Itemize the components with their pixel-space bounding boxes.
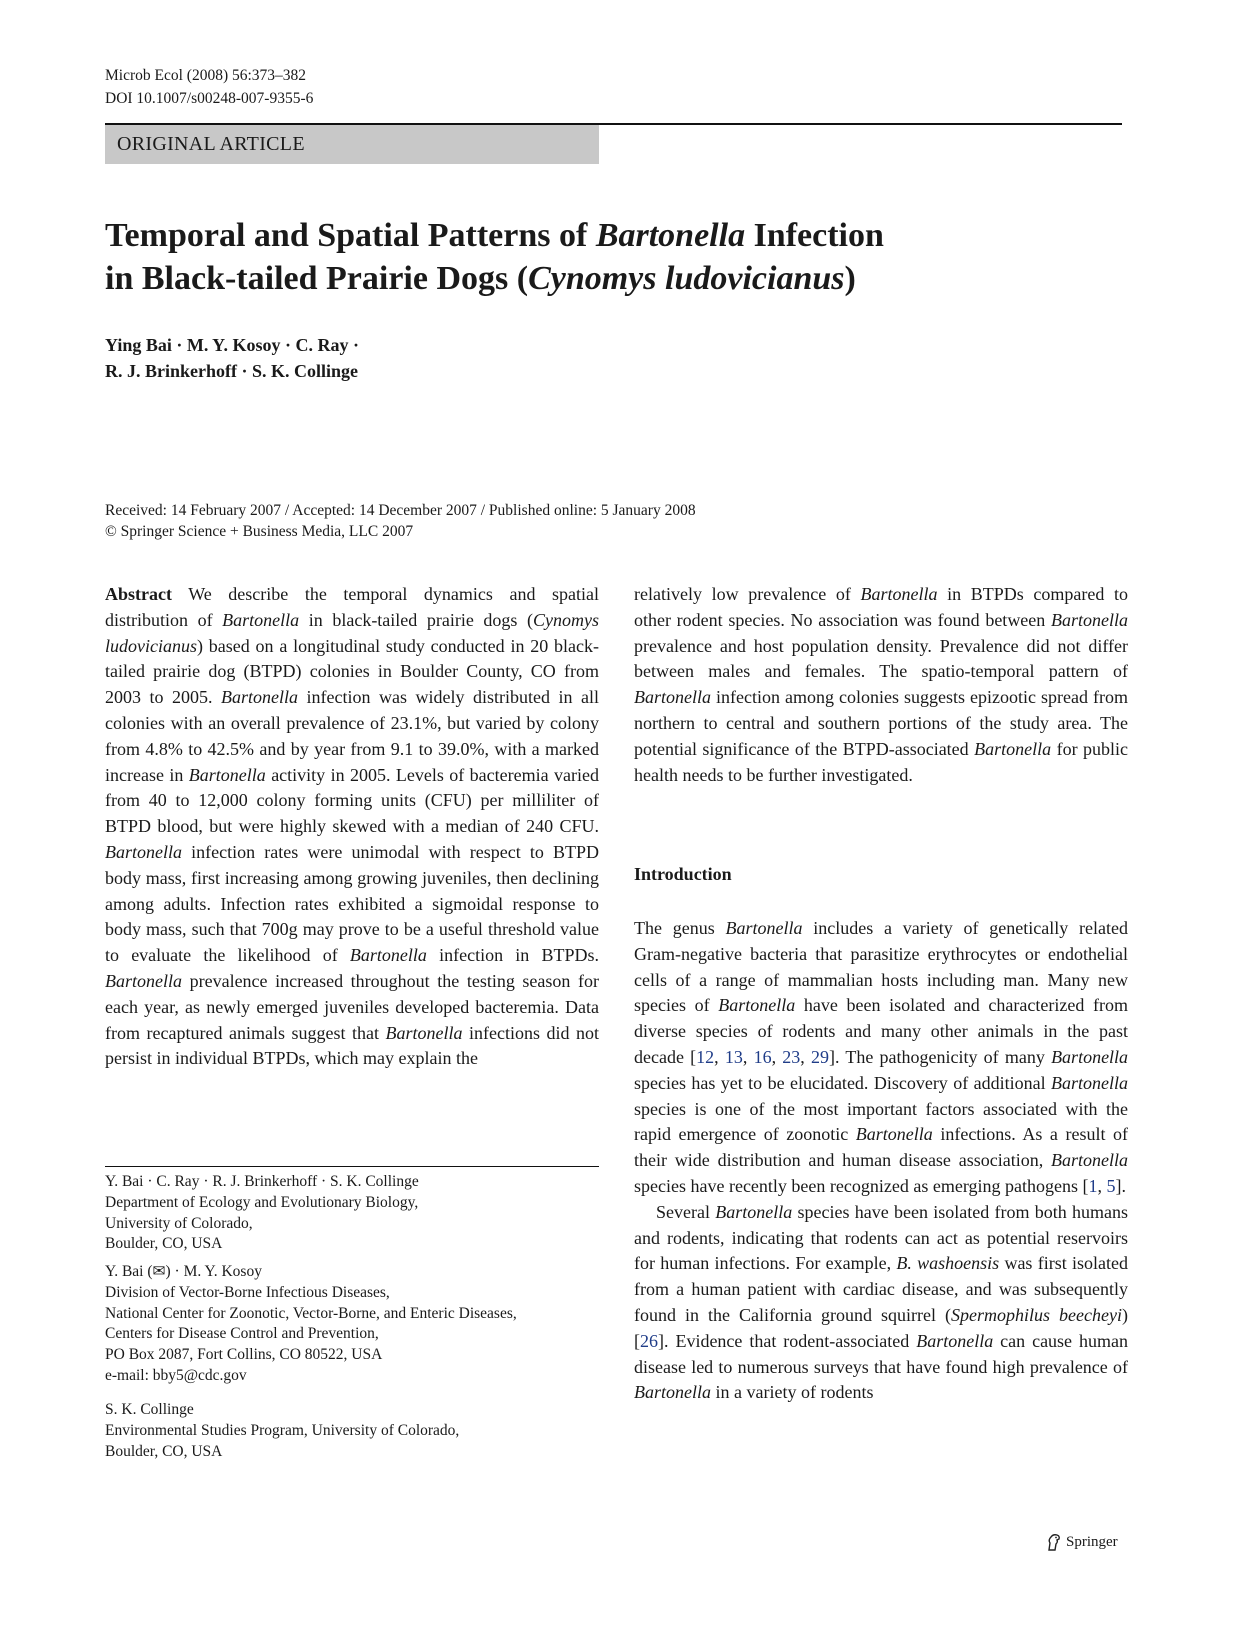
affiliation-2: Y. Bai (✉) · M. Y. Kosoy Division of Vector-Borne Infectious Diseases, National Center for Zoonotic, Vector-Borne, and Enteric Diseases, Centers for Disease Control and Prevention, PO Box 2087, Fort Collins, CO 80522, USA e-mail: bby5@cdc.gov: [105, 1262, 599, 1387]
journal-info: [105, 64, 313, 110]
contact-email[interactable]: e-mail: bby5@cdc.gov: [105, 1366, 247, 1384]
author-line-1: Ying Bai · M. Y. Kosoy · C. Ray ·: [105, 335, 360, 355]
springer-horse-icon: [1046, 1533, 1062, 1551]
affiliation-1: Y. Bai · C. Ray · R. J. Brinkerhoff · S. K. Collinge Department of Ecology and Evolutionary Biology, University of Colorado, Boulder, CO, USA: [105, 1173, 419, 1253]
article-type-banner: ORIGINAL ARTICLE: [105, 125, 599, 164]
history-dates: Received: 14 February 2007 / Accepted: 14 December 2007 / Published online: 5 January 2008: [105, 502, 696, 519]
abstract-text: Abstract We describe the temporal dynamics and spatial distribution of Bartonella in black-tailed prairie dogs (Cynomys ludovicianus) based on a longitudinal study conducted in 20 black-tailed prairie dog (BTPD) colonies in Boulder County, CO from 2003 to 2005. Bartonella infection was widely distributed in all colonies with an overall prevalence of 23.1%, but varied by colony from 4.8% to 42.5% and by year from 9.1 to 39.0%, with a marked increase in Bartonella activity in 2005. Levels of bacteremia varied from 40 to 12,000 colony forming units (CFU) per milliliter of BTPD blood, but were highly skewed with a median of 240 CFU. Bartonella infection rates were unimodal with respect to BTPD body mass, first increasing among growing juveniles, then declining among adults. Infection rates exhibited a sigmoidal response to body mass, such that 700g may prove to be a useful threshold value to evaluate the likelihood of Bartonella infection in BTPDs. Bartonella prevalence increased throughout the testing season for each year, as newly emerged juveniles developed bacteremia. Data from recaptured animals suggest that Bartonella infections did not persist in individual BTPDs, which may explain the: [105, 584, 600, 1069]
author-line-2: R. J. Brinkerhoff · S. K. Collinge: [105, 361, 359, 381]
publisher-footer: [1046, 1533, 1118, 1551]
abstract-label: Abstract: [105, 584, 172, 604]
article-title: Temporal and Spatial Patterns of Bartonella Infection in Black-tailed Prairie Dogs (Cynomys ludovicianus): [105, 217, 884, 297]
ref-link[interactable]: 13: [724, 1046, 743, 1067]
ref-link[interactable]: 16: [753, 1046, 772, 1067]
introduction-heading: Introduction: [634, 864, 732, 884]
author-list: [105, 332, 359, 384]
introduction-body: [634, 916, 1128, 1406]
affiliation-3: S. K. Collinge Environmental Studies Program, University of Colorado, Boulder, CO, USA: [105, 1401, 460, 1460]
affiliation-rule: [105, 1166, 599, 1167]
journal-citation: Microb Ecol (2008) 56:373–382: [105, 67, 307, 84]
ref-link[interactable]: 23: [782, 1046, 801, 1067]
publisher-name: Springer: [1066, 1533, 1118, 1550]
publication-dates: [105, 500, 696, 542]
abstract-continuation: relatively low prevalence of Bartonella in BTPDs compared to other rodent species. No association was found between Bartonella prevalence and host population density. Prevalence did not differ between males and females. The spatio-temporal pattern of Bartonella infection among colonies suggests epizootic spread from northern to central and southern portions of the study area. The potential significance of the BTPD-associated Bartonella for public health needs to be further investigated.: [634, 584, 1129, 785]
ref-link[interactable]: 1: [1088, 1175, 1098, 1196]
ref-link[interactable]: 26: [640, 1330, 658, 1351]
intro-paragraph-2: Several Bartonella species have been isolated from both humans and rodents, indicating that rodents can act as potential reservoirs for human infections. For example, B. washoensis was first isolated from a human patient with cardiac disease, and was subsequently found in the California ground squirrel (Spermophilus beecheyi) [26]. Evidence that rodent-associated Bartonella can cause human disease led to numerous surveys that have found high prevalence of Bartonella in a variety of rodents: [634, 1201, 1128, 1403]
intro-paragraph-1: The genus Bartonella includes a variety of genetically related Gram-negative bacteria that parasitize erythrocytes or endothelial cells of a range of mammalian hosts including man. Many new species of Bartonella have been isolated and characterized from diverse species of rodents and many other animals in the past decade [12, 13, 16, 23, 29]. The pathogenicity of many Bartonella species has yet to be elucidated. Discovery of additional Bartonella species is one of the most important factors associated with the rapid emergence of zoonotic Bartonella infections. As a result of their wide distribution and human disease association, Bartonella species have recently been recognized as emerging pathogens [1, 5].: [634, 918, 1129, 1196]
abstract-left: [105, 582, 599, 1072]
abstract-right: [634, 582, 1128, 788]
ref-link[interactable]: 12: [696, 1046, 715, 1067]
ref-link[interactable]: 5: [1106, 1175, 1116, 1196]
journal-doi: DOI 10.1007/s00248-007-9355-6: [105, 90, 314, 107]
ref-link[interactable]: 29: [810, 1046, 829, 1067]
copyright: © Springer Science + Business Media, LLC 2007: [105, 523, 414, 540]
